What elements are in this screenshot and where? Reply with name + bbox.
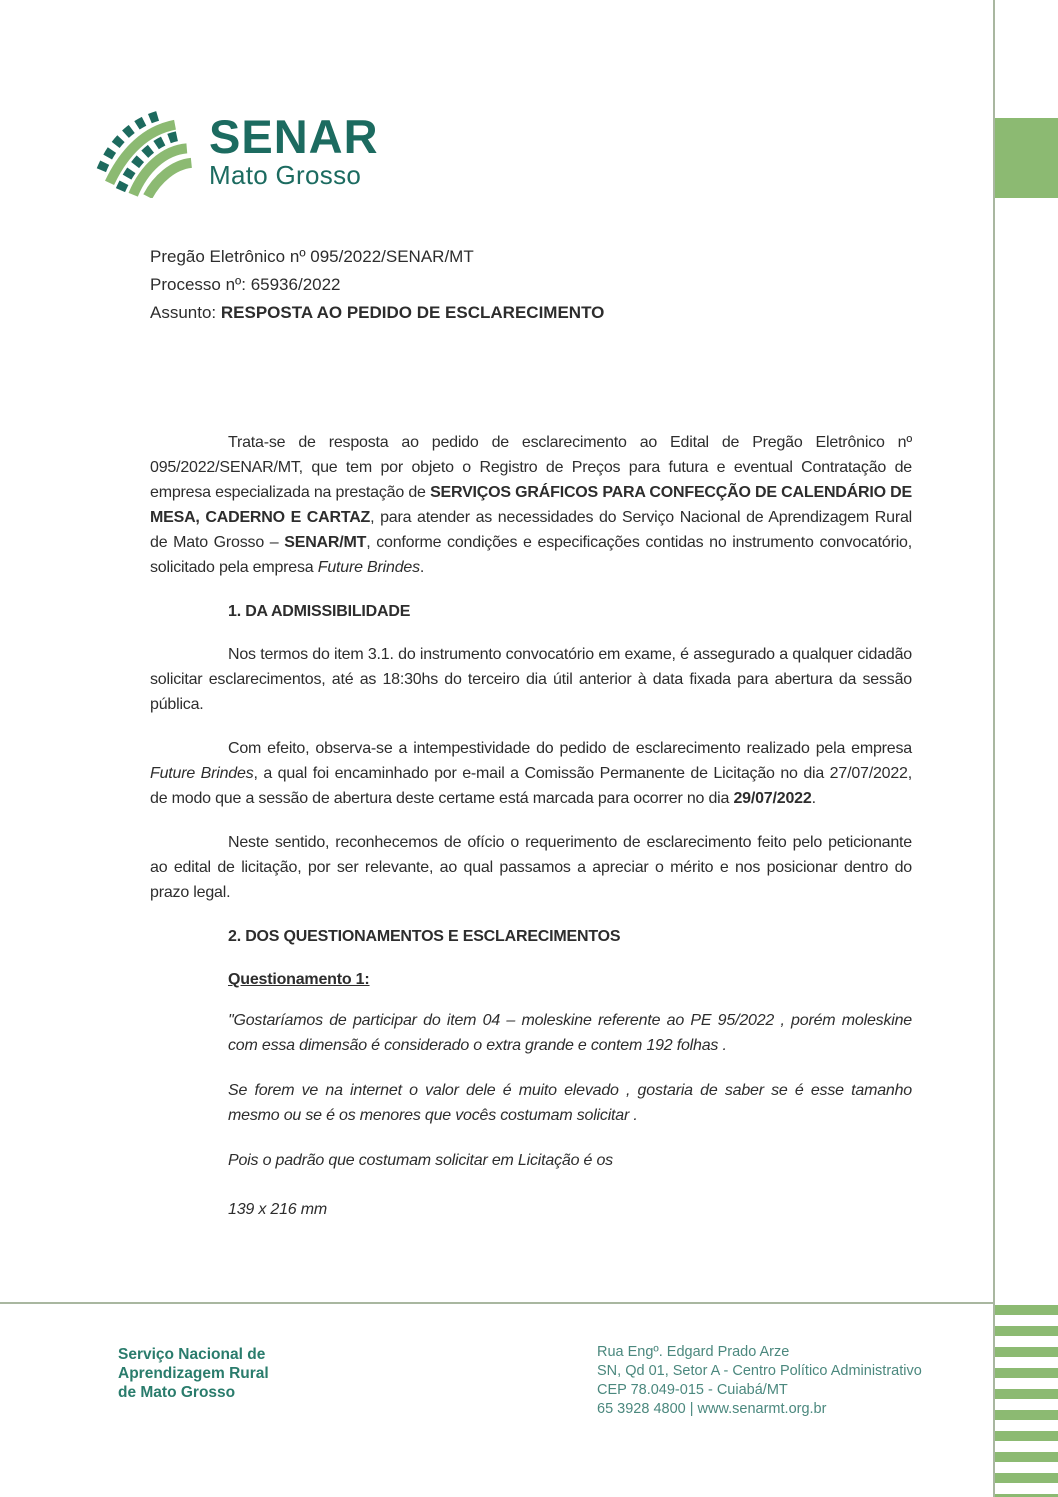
quote-paragraph-3: Pois o padrão que costumam solicitar em Licitação é os — [228, 1152, 613, 1169]
intro-run-2: , para atender as necessidades do Serviço Nacional de Aprendizagem Rural de Mato Grosso – — [150, 509, 913, 551]
intro-run-1: Trata-se de resposta ao pedido de esclarecimento ao Edital de Pregão Eletrônico nº 095/2022/SENAR/MT, que tem por objeto o Registro de Preços para futura e eventual Contratação de empresa especializada na prestação de — [150, 434, 912, 501]
paragraph-intro — [150, 430, 912, 580]
intro-run-3: , conforme condições e especificações contidas no instrumento convocatório, solicitado pela empresa — [150, 534, 913, 576]
footer-org-line-3: de Mato Grosso — [118, 1384, 236, 1401]
intro-company-name: Future Brindes — [317, 559, 420, 576]
adm2-run-2: , a qual foi encaminhado por e-mail a Comissão Permanente de Licitação no dia 27/07/2022, de modo que a sessão de abertura deste certame está marcada para ocorrer no dia — [150, 765, 912, 807]
intro-bold-senar: SENAR/MT — [284, 534, 367, 551]
processo-line: Processo nº: 65936/2022 — [150, 275, 341, 294]
assunto-line — [150, 299, 850, 327]
assunto-label: Assunto: — [150, 303, 221, 322]
section-1-heading: 1. DA ADMISSIBILIDADE — [228, 603, 411, 620]
logo-region-text: Mato Grosso — [209, 160, 362, 190]
questionamento-1-title: Questionamento 1: — [228, 971, 370, 988]
footer-organization — [118, 1345, 269, 1402]
paragraph-admissibilidade-2 — [150, 736, 912, 811]
assunto-value: RESPOSTA AO PEDIDO DE ESCLARECIMENTO — [220, 303, 605, 322]
bottom-right-green-stripes — [995, 1305, 1058, 1497]
intro-run-4: . — [419, 559, 425, 576]
section-2-heading: 2. DOS QUESTIONAMENTOS E ESCLARECIMENTOS — [228, 928, 621, 945]
pregao-line: Pregão Eletrônico nº 095/2022/SENAR/MT — [150, 247, 474, 266]
logo-brand-text: SENAR — [209, 110, 379, 163]
adm2-company-name: Future Brindes — [150, 765, 254, 782]
quote-paragraph-1: "Gostaríamos de participar do item 04 – moleskine referente ao PE 95/2022 , porém moleskine com essa dimensão é considerado o extra grande e contem 192 folhas . — [228, 1012, 912, 1054]
document-body — [150, 430, 912, 1222]
intro-bold-object: SERVIÇOS GRÁFICOS PARA CONFECÇÃO DE CALENDÁRIO DE MESA, CADERNO E CARTAZ — [150, 484, 912, 526]
logo-text — [209, 110, 379, 190]
adm2-bold-date: 29/07/2022 — [733, 790, 812, 807]
top-right-green-block — [995, 118, 1058, 198]
document-header — [150, 243, 850, 327]
footer-phone-site: 65 3928 4800 | www.senarmt.org.br — [597, 1401, 827, 1417]
quote-paragraph-4: 139 x 216 mm — [228, 1201, 327, 1218]
paragraph-admissibilidade-3: Neste sentido, reconhecemos de ofício o requerimento de esclarecimento feito pelo peticionante ao edital de licitação, por ser relevante, ao qual passamos a apreciar o mérito e nos posicionar dentro do prazo legal. — [150, 834, 912, 901]
footer-org-line-2: Aprendizagem Rural — [118, 1365, 269, 1382]
senar-logo-mark-icon — [95, 106, 195, 198]
footer-address — [597, 1343, 922, 1419]
paragraph-admissibilidade-1: Nos termos do item 3.1. do instrumento convocatório em exame, é assegurado a qualquer cidadão solicitar esclarecimentos, até as 18:30hs do terceiro dia útil anterior à data fixada para abertura da sessão pública. — [150, 646, 912, 713]
right-edge-rule — [993, 0, 995, 1497]
adm2-run-3: . — [811, 790, 816, 807]
footer-address-street: Rua Engº. Edgard Prado Arze — [597, 1344, 790, 1360]
footer-org-line-1: Serviço Nacional de — [118, 1346, 266, 1363]
footer-divider-rule — [0, 1302, 995, 1304]
footer-address-sector: SN, Qd 01, Setor A - Centro Político Administrativo — [597, 1363, 922, 1379]
adm2-run-1: Com efeito, observa-se a intempestividade do pedido de esclarecimento realizado pela empresa — [228, 740, 912, 757]
senar-logo — [95, 106, 379, 198]
quote-paragraph-2: Se forem ve na internet o valor dele é muito elevado , gostaria de saber se é esse tamanho mesmo ou se é os menores que vocês costumam solicitar . — [228, 1082, 912, 1124]
footer-address-cep: CEP 78.049-015 - Cuiabá/MT — [597, 1382, 788, 1398]
